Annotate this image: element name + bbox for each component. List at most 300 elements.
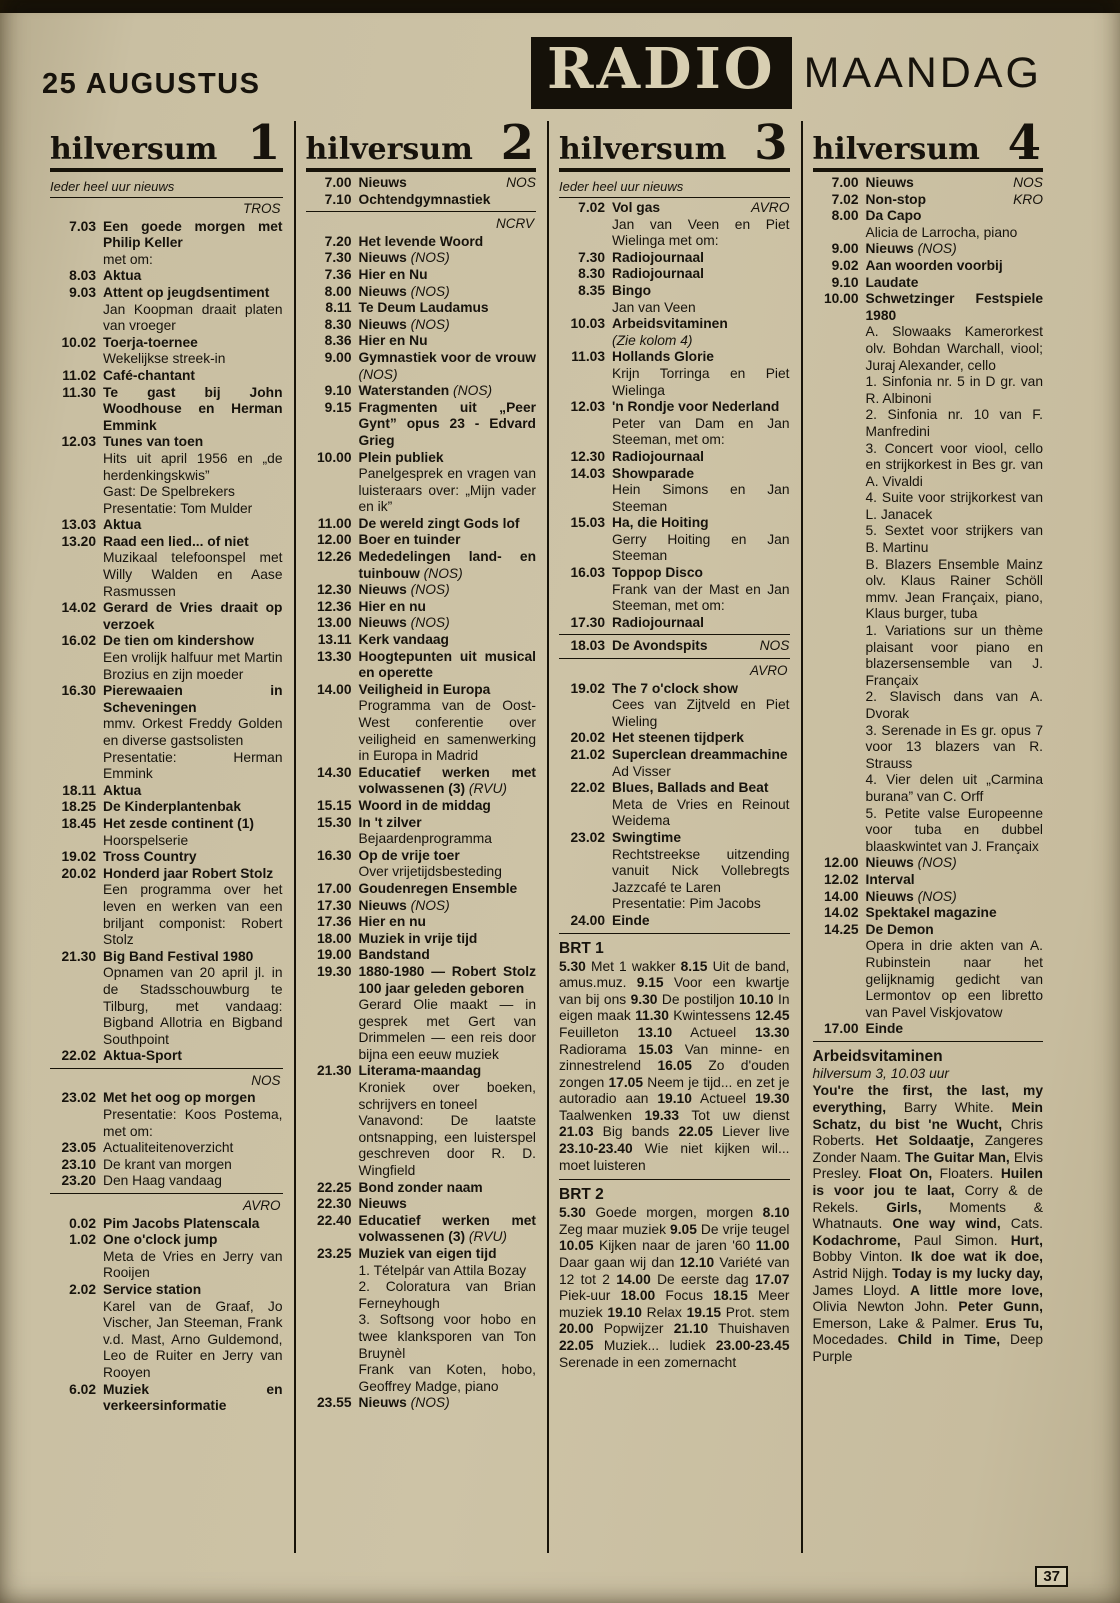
network-label: NOS	[506, 175, 536, 190]
program-body	[359, 881, 537, 898]
program-title: Einde	[865, 1021, 904, 1037]
program-time: 16.03	[570, 565, 605, 581]
flow-segment: Deep Purple	[812, 1332, 1043, 1364]
program-row	[306, 175, 537, 192]
program-title: Spektakel magazine	[865, 905, 997, 921]
program-body	[612, 638, 790, 655]
program-title: Nieuws	[865, 241, 914, 257]
flow-segment: 19.10	[657, 1091, 692, 1107]
program-time: 9.15	[324, 399, 352, 415]
flow-segment: 21.10	[673, 1321, 709, 1337]
program-row	[813, 889, 1044, 906]
flow-segment: 14.00	[616, 1271, 651, 1287]
program-body	[612, 283, 790, 316]
flow-segment: Wie niet kijken wil... moet luisteren	[559, 1141, 790, 1173]
program-row	[50, 600, 283, 633]
program-title: Nieuws	[358, 1395, 407, 1411]
page-number: 37	[1035, 1566, 1068, 1587]
program-time: 12.03	[570, 399, 605, 415]
program-title: One o'clock jump	[103, 1232, 218, 1248]
network-suffix: (RVU)	[465, 781, 507, 797]
program-body	[359, 649, 537, 682]
program-time: 17.30	[570, 614, 605, 630]
program-title: Arbeidsvitaminen	[612, 316, 728, 332]
program-row	[50, 285, 283, 335]
program-row	[813, 872, 1044, 889]
program-row	[306, 267, 537, 284]
network-label: NOS	[251, 1072, 281, 1088]
program-title: Boer en tuinder	[358, 532, 461, 548]
program-row	[306, 931, 537, 948]
program-title: Ha, die Hoiting	[612, 515, 709, 531]
program-body	[612, 349, 790, 399]
program-title: Blues, Ballads and Beat	[612, 780, 769, 796]
flow-segment: 16.05	[657, 1058, 692, 1074]
program-detail: Presentatie: Koos Postema, met om:	[103, 1107, 283, 1139]
program-detail: 1. Tételpár van Attila Bozay	[358, 1262, 527, 1278]
program-row	[306, 516, 537, 533]
program-body	[359, 615, 537, 632]
program-time: 16.30	[316, 847, 352, 863]
flow-segment: Met 1 wakker	[585, 958, 681, 974]
program-body	[359, 815, 537, 848]
flow-segment: 18.00	[620, 1288, 656, 1304]
program-row	[306, 234, 537, 251]
program-time: 14.25	[823, 921, 859, 937]
program-row	[306, 582, 537, 599]
program-detail: 4. Suite voor strijkorkest van L. Janacek	[865, 490, 1043, 522]
program-title: Muziek en verkeersinformatie	[103, 1381, 283, 1414]
flow-segment: Moments & Whatnauts.	[812, 1199, 1043, 1232]
program-body	[103, 849, 283, 866]
flow-segment: 23.10-23.40	[559, 1141, 633, 1157]
program-time: 8.00	[831, 208, 859, 224]
program-body	[103, 434, 283, 517]
program-title: Nieuws	[358, 615, 407, 631]
program-row	[50, 816, 283, 849]
program-body	[866, 192, 1044, 209]
flow-segment: Barry White.	[886, 1100, 1012, 1116]
program-row	[306, 383, 537, 400]
flow-segment: Zeg maar muziek	[559, 1221, 671, 1237]
program-row	[559, 780, 790, 830]
program-row	[306, 1063, 537, 1179]
program-title: Nieuws	[865, 888, 914, 904]
program-flow	[559, 958, 790, 1177]
program-time: 10.00	[316, 449, 352, 465]
program-body	[612, 681, 790, 731]
network-label: NCRV	[495, 216, 534, 232]
program-row	[813, 175, 1044, 192]
program-time: 14.03	[570, 465, 605, 481]
program-row	[50, 849, 283, 866]
news-note: Ieder heel uur nieuws	[559, 175, 790, 198]
program-time: 21.30	[61, 948, 96, 964]
program-title: Aan woorden voorbij	[865, 257, 1003, 273]
flow-segment: 19.10	[607, 1304, 642, 1320]
program-body	[359, 848, 537, 881]
program-title: Superclean dreammachine	[612, 747, 788, 762]
flow-segment: Zangeres Zonder Naam.	[812, 1133, 1043, 1165]
flow-segment: Zo d'ouden zongen	[559, 1058, 790, 1090]
station-name: hilversum	[50, 132, 218, 167]
separator-rule	[559, 658, 790, 659]
program-row	[306, 615, 537, 632]
network-suffix: (RVU)	[465, 1229, 507, 1245]
program-row	[306, 1246, 537, 1395]
program-row	[813, 192, 1044, 209]
program-detail: Panelgesprek en vragen van luisteraars over: „Mijn vader en ik”	[358, 466, 536, 515]
program-detail: Programma van de Oost-West conferentie over veiligheid en samenwerking in Europa in Madrid	[358, 698, 536, 764]
program-body	[103, 633, 283, 683]
program-body	[612, 449, 790, 466]
program-time: 7.10	[324, 191, 352, 207]
program-time: 8.30	[324, 316, 352, 332]
program-body	[866, 889, 1044, 906]
program-title: Een goede morgen met Philip Keller	[103, 218, 283, 251]
flow-segment: Peter Gunn,	[958, 1299, 1043, 1315]
program-title: Nieuws	[358, 283, 407, 299]
program-time: 22.25	[316, 1179, 352, 1195]
network-suffix: (NOS)	[913, 888, 957, 904]
program-detail: 1. Sinfonia nr. 5 in D gr. van R. Albinoni	[865, 374, 1043, 406]
program-body	[103, 1157, 283, 1174]
program-title: Toppop Disco	[612, 565, 703, 581]
program-title: Radiojournaal	[612, 614, 704, 630]
radio-logo: RADIO	[531, 37, 792, 109]
program-row	[813, 905, 1044, 922]
program-time: 20.02	[570, 730, 605, 746]
flow-segment: 11.30	[635, 1008, 669, 1024]
program-title: Hier en Nu	[358, 266, 428, 282]
program-detail: Vanavond: De laatste ontsnapping, een luisterspel geschreven door R. D. Wingfield	[358, 1113, 536, 1179]
program-time: 10.00	[823, 291, 859, 307]
program-row	[559, 565, 790, 615]
program-row	[559, 913, 790, 930]
program-title: De Demon	[865, 921, 934, 937]
program-row	[306, 284, 537, 301]
section-title: BRT 2	[559, 1186, 604, 1204]
program-detail: Bejaardenprogramma	[358, 831, 492, 847]
program-body	[612, 615, 790, 632]
separator-rule	[559, 1179, 790, 1180]
program-time: 12.03	[61, 434, 96, 450]
flow-segment: Big bands	[593, 1124, 679, 1140]
program-title: De wereld zingt Gods lof	[358, 515, 520, 531]
program-row	[306, 250, 537, 267]
program-time: 9.02	[831, 257, 859, 273]
program-title: Nieuws	[358, 316, 407, 332]
flow-segment: 8.10	[762, 1205, 790, 1221]
program-row	[306, 798, 537, 815]
network-suffix: (NOS)	[358, 366, 398, 382]
program-time: 9.10	[324, 383, 352, 399]
program-title: Swingtime	[612, 829, 681, 845]
program-detail: Presentatie: Tom Mulder	[103, 500, 253, 516]
program-detail: Meta de Vries en Reinout Weidema	[612, 796, 790, 829]
program-body	[359, 1063, 537, 1179]
program-row	[559, 316, 790, 349]
program-detail: Over vrijetijdsbesteding	[358, 864, 502, 880]
program-row	[306, 192, 537, 209]
flow-segment: 11.00	[755, 1238, 790, 1254]
page-date: 25 AUGUSTUS	[42, 68, 261, 100]
program-title: Nieuws	[865, 855, 914, 871]
station-number: 4	[1007, 121, 1041, 171]
separator-rule	[559, 634, 790, 635]
program-body	[103, 949, 283, 1049]
program-time: 7.03	[69, 218, 96, 234]
program-title: In 't zilver	[358, 814, 422, 830]
program-title: Raad een lied... of niet	[103, 533, 249, 549]
program-detail: Peter van Dam en Jan Steeman, met om:	[612, 415, 790, 448]
program-title: Goudenregen Ensemble	[358, 880, 518, 896]
program-detail: A. Slowaaks Kamerorkest olv. Bohdan Warchall, viool; Juraj Alexander, cello	[865, 324, 1043, 373]
program-title: Muziek van eigen tijd	[358, 1246, 497, 1261]
network-suffix: (NOS)	[913, 855, 957, 871]
program-title: Einde	[612, 912, 650, 928]
program-detail: Presentatie: Herman Emmink	[103, 749, 283, 782]
program-detail: Hein Simons en Jan Steeman	[612, 482, 790, 514]
program-body	[612, 200, 790, 250]
network-label: KRO	[1013, 191, 1043, 207]
flow-segment: Popwijzer	[593, 1321, 674, 1337]
flow-segment: Bobby Vinton.	[812, 1249, 911, 1265]
program-detail: 5. Petite valse Europeenne voor tuba en dubbel blaaskwintet van J. Françaix	[865, 805, 1043, 854]
program-body	[359, 947, 537, 964]
program-time: 11.03	[571, 349, 605, 365]
station-header	[813, 121, 1044, 172]
program-row	[559, 638, 790, 655]
program-row	[50, 1173, 283, 1190]
program-time: 7.30	[578, 249, 605, 265]
program-title: Vol gas	[612, 200, 661, 215]
program-body	[359, 1196, 537, 1213]
program-body	[612, 565, 790, 615]
flow-segment: Liever live	[712, 1124, 790, 1140]
program-time: 19.02	[570, 680, 605, 696]
program-body	[103, 1282, 283, 1382]
flow-segment: 9.05	[670, 1221, 697, 1237]
program-time: 9.00	[324, 349, 352, 365]
program-detail: Hits uit april 1956 en „de herdenkingskwis”	[103, 450, 283, 483]
program-title: Ochtendgymnastiek	[358, 191, 491, 207]
station-header	[50, 121, 283, 172]
program-title: Showparade	[612, 465, 695, 481]
flow-segment: Erus Tu,	[985, 1315, 1043, 1331]
flow-segment: 5.30	[559, 1205, 586, 1221]
program-detail: Gerry Hoiting en Jan Steeman	[612, 531, 790, 564]
program-row	[50, 268, 283, 285]
program-row	[559, 250, 790, 267]
network-suffix: (NOS)	[419, 565, 463, 581]
program-body	[359, 549, 537, 582]
program-body	[103, 683, 283, 783]
program-row	[50, 385, 283, 435]
program-title: Radiojournaal	[612, 266, 704, 282]
flow-segment: 23.00-23.45	[715, 1338, 790, 1353]
program-row	[813, 208, 1044, 241]
program-body	[359, 333, 537, 350]
program-body	[359, 234, 537, 251]
program-row	[559, 449, 790, 466]
program-body	[866, 291, 1044, 855]
program-row	[50, 1216, 283, 1233]
program-time: 12.30	[570, 448, 605, 464]
program-body	[359, 400, 537, 450]
program-time: 7.36	[324, 266, 352, 282]
program-title: Big Band Festival 1980	[103, 948, 254, 964]
network-suffix: (NOS)	[913, 241, 957, 257]
program-time: 12.26	[316, 549, 352, 565]
program-row	[50, 949, 283, 1049]
flow-segment: Girls,	[886, 1199, 922, 1215]
program-row	[306, 1213, 537, 1246]
program-time: 20.02	[61, 865, 96, 881]
program-body	[359, 300, 537, 317]
program-body	[359, 632, 537, 649]
program-time: 23.25	[316, 1246, 352, 1261]
program-body	[612, 250, 790, 267]
flow-segment: Actueel	[691, 1091, 755, 1107]
program-row	[306, 549, 537, 582]
program-time: 23.05	[61, 1140, 96, 1156]
program-row	[559, 399, 790, 449]
program-detail: Presentatie: Pim Jacobs	[612, 896, 761, 912]
program-body	[103, 1216, 283, 1233]
program-time: 8.30	[578, 266, 605, 282]
program-title: Interval	[865, 871, 915, 887]
program-title: Het levende Woord	[358, 233, 484, 249]
program-title: Kerk vandaag	[358, 632, 449, 648]
program-title: Woord in de middag	[358, 797, 491, 813]
separator-rule	[306, 211, 537, 212]
program-time: 16.30	[61, 683, 96, 699]
program-time: 17.30	[316, 897, 352, 913]
program-detail: Ad Visser	[612, 763, 671, 779]
program-flow	[813, 1082, 1044, 1367]
program-time: 14.00	[823, 888, 859, 904]
network-suffix: (NOS)	[406, 615, 450, 631]
flow-segment: 19.33	[644, 1107, 680, 1123]
program-time: 2.02	[69, 1282, 96, 1297]
section-title: Arbeidsvitaminen	[812, 1047, 943, 1065]
program-detail: 3. Serenade in Es gr. opus 7 voor 13 blazers van R. Strauss	[865, 722, 1043, 771]
program-row	[559, 747, 790, 780]
brand-block	[531, 37, 1042, 109]
program-detail: Opera in drie akten van A. Rubinstein naar het gelijknamig gedicht van Lermontov op een libretto van Pavel Viskjovatow	[865, 938, 1043, 1020]
program-title: Gymnastiek voor de vrouw	[358, 349, 536, 365]
station-name: hilversum	[305, 132, 473, 167]
program-body	[359, 284, 537, 301]
flow-segment: Meer muziek	[559, 1288, 790, 1320]
program-body	[612, 780, 790, 830]
program-row	[559, 349, 790, 399]
program-body	[103, 1232, 283, 1282]
program-row	[50, 534, 283, 600]
flow-segment: De vrije teugel	[696, 1221, 790, 1237]
station-header	[559, 121, 790, 172]
program-row	[559, 283, 790, 316]
network-label: AVRO	[751, 200, 790, 215]
program-time: 0.02	[69, 1215, 96, 1231]
station-column-4	[801, 121, 1055, 1553]
program-body	[359, 532, 537, 549]
program-detail: met om:	[103, 251, 153, 267]
program-row	[306, 333, 537, 350]
program-detail: 4. Vier delen uit „Carmina burana” van C. Orff	[865, 772, 1043, 804]
program-title: De Avondspits	[612, 638, 708, 654]
program-title: Bandstand	[358, 947, 430, 963]
program-body	[866, 175, 1044, 192]
program-body	[359, 931, 537, 948]
flow-segment: 12.10	[679, 1255, 715, 1271]
program-body	[359, 1395, 537, 1412]
program-time: 15.30	[316, 814, 352, 830]
section-title: BRT 1	[559, 939, 604, 957]
program-title: Service station	[103, 1282, 202, 1297]
program-row	[813, 922, 1044, 1022]
flow-segment: 21.03	[559, 1124, 594, 1140]
program-body	[103, 783, 283, 800]
program-detail: B. Blazers Ensemble Mainz olv. Klaus Rainer Schöll mmv. Jean Françaix, piano, Klaus burger, tuba	[865, 556, 1043, 622]
program-time: 14.02	[823, 905, 859, 921]
program-time: 22.02	[61, 1048, 96, 1064]
station-header	[306, 121, 537, 172]
program-detail: mmv. Orkest Freddy Golden en diverse gastsolisten	[103, 716, 283, 748]
program-title: Nieuws	[865, 175, 914, 190]
program-time: 13.03	[61, 517, 96, 533]
network-label: TROS	[242, 201, 281, 216]
program-detail: 3. Softsong voor hobo en twee klanksporen van Ton Bruynèl	[358, 1312, 536, 1361]
flow-segment: De eerste dag	[650, 1271, 755, 1287]
flow-segment: Paul Simon.	[900, 1232, 1011, 1248]
flow-segment: Hurt,	[1010, 1232, 1043, 1248]
flow-segment: Corry & de Rekels.	[812, 1183, 1043, 1215]
program-time: 17.00	[316, 880, 352, 896]
program-body	[103, 1173, 283, 1190]
program-title: Tross Country	[103, 849, 197, 865]
program-body	[612, 730, 790, 747]
program-body	[359, 516, 537, 533]
program-body	[359, 250, 537, 267]
network-suffix: (NOS)	[406, 316, 450, 332]
program-detail: Krijn Torringa en Piet Wielinga	[612, 365, 790, 398]
program-row	[306, 1180, 537, 1197]
flow-segment: Astrid Nijgh.	[812, 1266, 893, 1281]
program-time: 12.00	[316, 532, 352, 548]
program-time: 7.00	[324, 175, 352, 190]
network-suffix: (NOS)	[406, 582, 450, 598]
news-note: Ieder heel uur nieuws	[50, 175, 283, 198]
program-row	[306, 649, 537, 682]
program-row	[50, 1140, 283, 1157]
program-time: 18.25	[61, 799, 96, 815]
program-body	[612, 515, 790, 565]
program-body	[866, 855, 1044, 872]
flow-segment: Actueel	[672, 1024, 755, 1040]
program-time: 23.55	[316, 1395, 352, 1411]
program-row	[306, 1395, 537, 1412]
program-title: Veiligheid in Europa	[358, 681, 491, 697]
flow-segment: Huilen is voor jou te laat,	[812, 1166, 1043, 1199]
program-title: Nieuws	[358, 897, 407, 913]
program-time: 9.00	[831, 241, 859, 257]
flow-segment: Het Soldaatje,	[875, 1133, 974, 1149]
program-title: Den Haag vandaag	[103, 1173, 222, 1189]
program-row	[50, 866, 283, 949]
flow-segment: Float On,	[868, 1166, 933, 1182]
